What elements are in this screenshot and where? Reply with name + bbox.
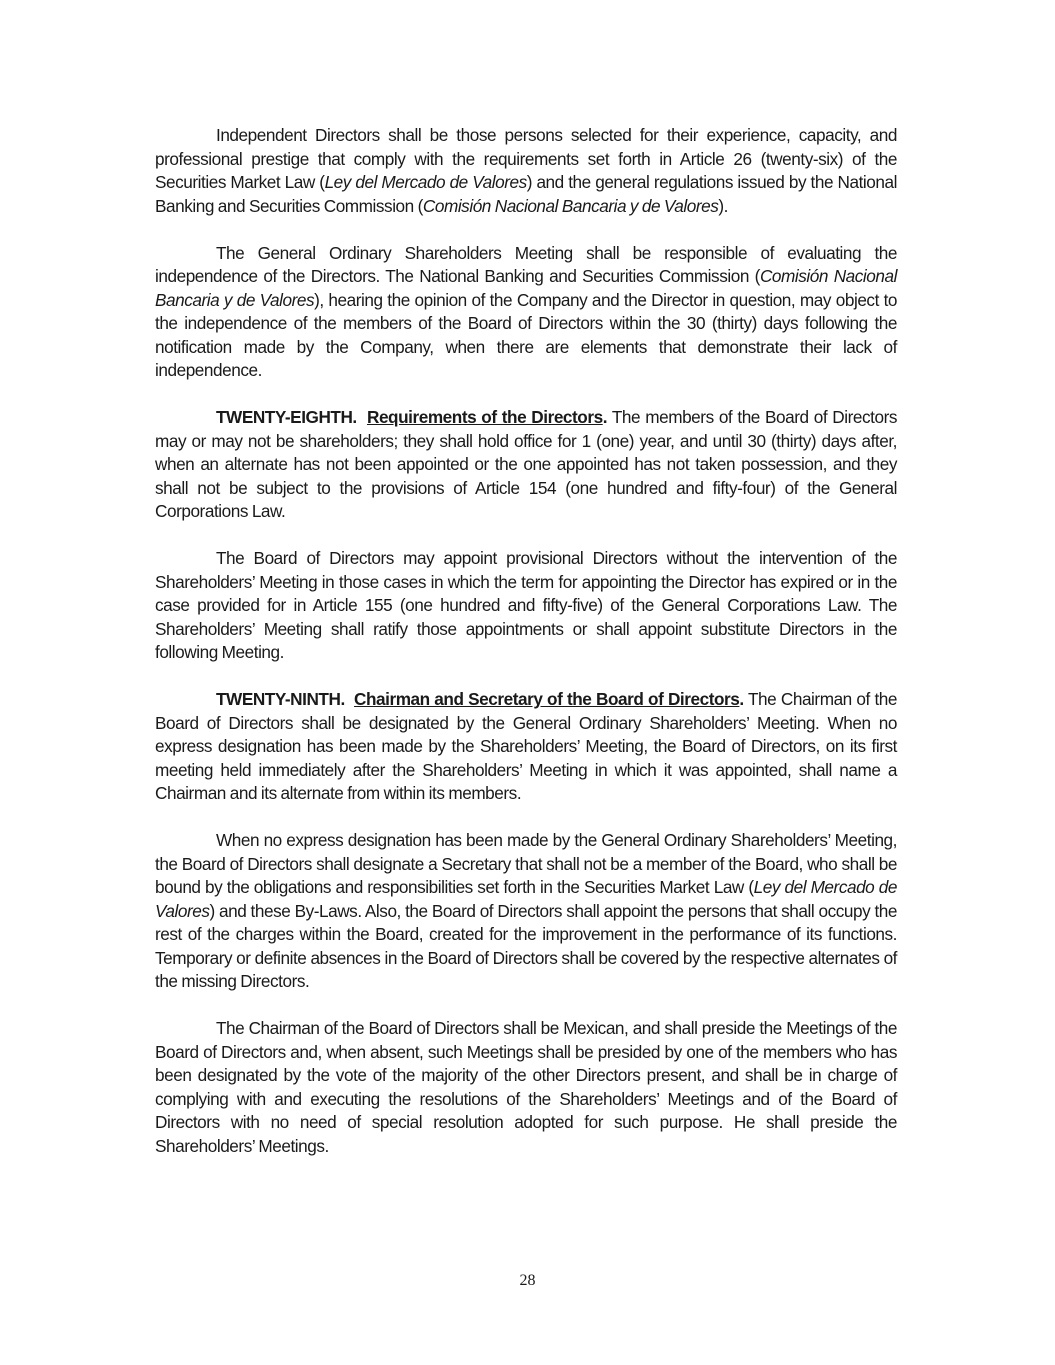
text-segment: The members of the Board of Directors may or may not be shareholders; they shall hold office for 1 (one) year, and until 30 (thirty) days after, when an alternate has not been appointed or the one appointed has not taken possession, and they shall not be subject to the provisions of Article 154 (one hundred and fifty-four) of the General Corporations Law. [155, 407, 898, 521]
article-number: TWENTY-EIGHTH. [216, 407, 357, 427]
italic-term: Ley del Mercado de Valores [155, 877, 897, 921]
text-segment: Independent Directors shall be those persons selected for their experience, capacity, and professional prestige that comply with the requirements set forth in Article 26 (twenty-six) of the Securities Market Law ( [155, 125, 897, 192]
paragraph-secretary-designation [155, 829, 897, 994]
text-segment: ). [718, 195, 729, 216]
text-segment: ), hearing the opinion of the Company and the Director in question, may object to the independence of the members of the Board of Directors within the 30 (thirty) days following the notification made by the Company, when there are elements that demonstrate their lack of independence. [155, 289, 898, 380]
paragraph-independence-evaluation [155, 242, 897, 383]
article-twenty-ninth [155, 688, 897, 806]
page-number: 28 [519, 1272, 536, 1289]
article-title: Chairman and Secretary of the Board of Directors [354, 689, 740, 709]
text-segment: ) and these By-Laws. Also, the Board of Directors shall appoint the persons that shall occupy the rest of the charges within the Board, created for the improvement in the performance of its functions. Temporary or definite absences in the Board of Directors shall be covered by the respective alternates of the missing Directors. [155, 900, 897, 991]
document-body [155, 124, 897, 1158]
italic-term: Ley del Mercado de Valores [324, 172, 527, 192]
article-number: TWENTY-NINTH. [216, 689, 345, 709]
text-segment: The Chairman of the Board of Directors shall be Mexican, and shall preside the Meetings of the Board of Directors and, when absent, such Meetings shall be presided by one of the members who has been designated by the vote of the majority of the other Directors present, and shall be in charge of complying with and executing the resolutions of the Shareholders’ Meetings and of the Board of Directors with no need of special resolution adopted for such purpose. He shall preside the Shareholders’ Meetings. [155, 1018, 897, 1156]
article-twenty-eighth [155, 406, 897, 524]
paragraph-provisional-directors [155, 547, 897, 665]
text-segment: When no express designation has been made by the General Ordinary Shareholders’ Meeting, the Board of Directors shall designate a Secretary that shall not be a member of the Board, who shall be bound by the obligations and responsibilities set forth in the Securities Market Law ( [155, 830, 897, 897]
text-segment: ) and the general regulations issued by the National Banking and Securities Commission ( [155, 172, 897, 216]
paragraph-chairman-mexican [155, 1017, 897, 1158]
text-segment: The General Ordinary Shareholders Meeting shall be responsible of evaluating the independence of the Directors. The National Banking and Securities Commission ( [155, 242, 897, 286]
italic-term: Comisión Nacional Bancaria y de Valores [422, 195, 719, 216]
text-segment: The Board of Directors may appoint provisional Directors without the intervention of the Shareholders’ Meeting in those cases in which the term for appointing the Director has expired or in the case provided for in Article 155 (one hundred and fifty-five) of the General Corporations Law. The Shareholders’ Meeting shall ratify those appointments or shall appoint substitute Directors in the following Meeting. [155, 548, 897, 662]
article-title: Requirements of the Directors [366, 407, 603, 427]
paragraph-independent-directors [155, 124, 897, 218]
italic-term: Comisión Nacional Bancaria y de Valores [155, 266, 897, 310]
article-title-period: . [602, 407, 608, 427]
text-segment: The Chairman of the Board of Directors shall be designated by the General Ordinary Shareholders’ Meeting. When no express designation has been made by the Shareholders’ Meeting, the Board of Directors, on its first meeting held immediately after the Shareholders’ Meeting in which it was appointed, shall name a Chairman and its alternate from within its members. [155, 689, 897, 803]
article-title-period: . [739, 689, 744, 709]
